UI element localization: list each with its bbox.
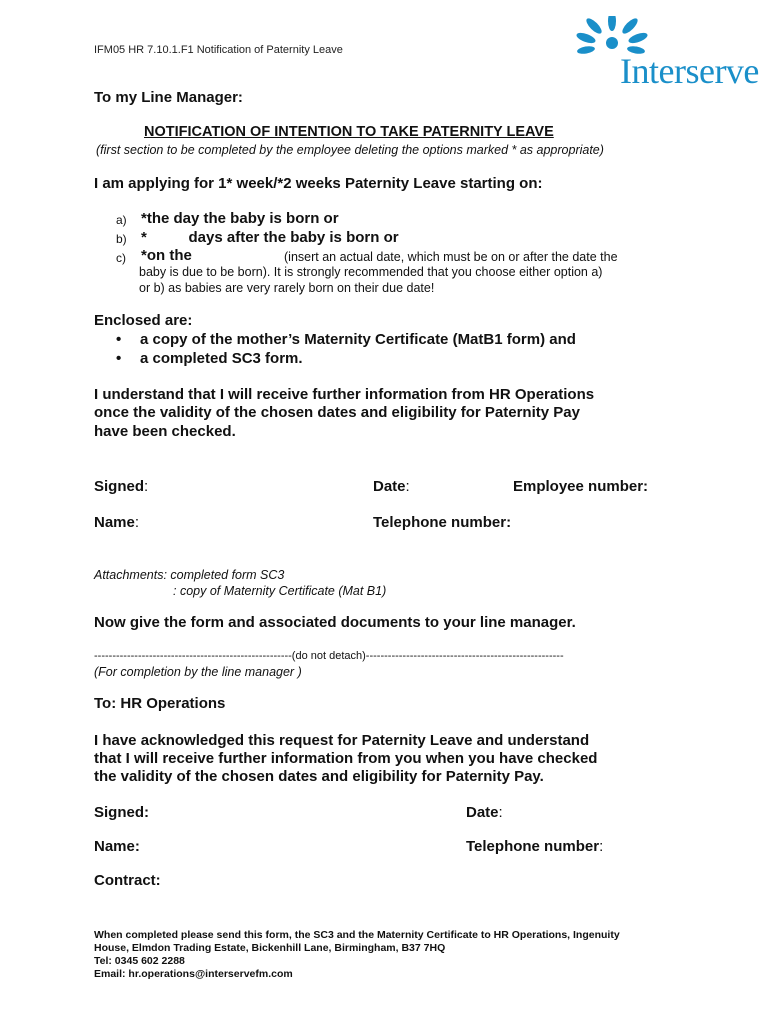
employee-signed-field[interactable] (94, 478, 148, 495)
employee-number-field[interactable]: Employee number: (513, 478, 649, 495)
interserve-logo (572, 16, 758, 92)
bullet-icon: • (116, 331, 122, 348)
employee-telephone-field[interactable]: Telephone number: (373, 514, 512, 531)
to-hr-heading: To: HR Operations (94, 695, 226, 712)
manager-telephone-field[interactable] (466, 838, 603, 855)
greeting: To my Line Manager: (94, 89, 243, 106)
manager-date-field[interactable] (466, 804, 503, 821)
option-c-note-line2: baby is due to be born). It is strongly recommended that you choose either option a) (139, 265, 603, 279)
form-subtitle: (first section to be completed by the employee deleting the options marked * as appropriate) (96, 143, 604, 157)
contract-field[interactable]: Contract: (94, 872, 161, 889)
manager-date-label: Date (466, 804, 499, 821)
manager-name-field[interactable]: Name: (94, 838, 140, 855)
understand-line-3: have been checked. (94, 423, 236, 440)
option-b-text[interactable]: * days after the baby is born or (141, 229, 399, 246)
footer-email[interactable]: Email: hr.operations@interservefm.com (94, 968, 293, 980)
understand-line-2: once the validity of the chosen dates and eligibility for Paternity Pay (94, 404, 580, 421)
employee-name-label: Name (94, 514, 135, 531)
acknowledge-line-3: the validity of the chosen dates and eligibility for Paternity Pay. (94, 768, 544, 785)
colon: : (599, 838, 604, 855)
enclosed-bullet-1 (116, 331, 576, 348)
instruction: Now give the form and associated documents to your line manager. (94, 614, 576, 631)
employee-date-label: Date (373, 478, 406, 495)
enclosed-item-2: a completed SC3 form. (140, 350, 303, 367)
acknowledge-line-1: I have acknowledged this request for Paternity Leave and understand (94, 732, 590, 749)
manager-note: (For completion by the line manager ) (94, 665, 302, 679)
attachments-line-1: Attachments: completed form SC3 (94, 568, 285, 582)
attachments-line-2: : copy of Maternity Certificate (Mat B1) (173, 584, 387, 598)
option-c-text[interactable]: *on the (141, 247, 192, 264)
option-a-text[interactable]: *the day the baby is born or (141, 210, 339, 227)
option-c-note-line3: or b) as babies are very rarely born on their due date! (139, 281, 435, 295)
manager-telephone-label: Telephone number (466, 838, 600, 855)
footer-line-1: When completed please send this form, the SC3 and the Maternity Certificate to HR Operations, Ingenuity (94, 929, 620, 941)
colon: : (405, 478, 410, 495)
employee-name-field[interactable] (94, 514, 139, 531)
applying-statement: I am applying for 1* week/*2 weeks Paternity Leave starting on: (94, 175, 543, 192)
enclosed-item-1: a copy of the mother’s Maternity Certificate (MatB1 form) and (140, 331, 576, 348)
enclosed-heading: Enclosed are: (94, 312, 193, 329)
option-a-letter: a) (116, 213, 127, 227)
acknowledge-line-2: that I will receive further information from you when you have checked (94, 750, 598, 767)
option-c-letter: c) (116, 251, 126, 265)
logo-wordmark: Interserve (620, 51, 759, 91)
colon: : (134, 514, 140, 531)
understand-line-1: I understand that I will receive further information from HR Operations (94, 386, 595, 403)
colon: : (498, 804, 503, 821)
form-title: NOTIFICATION OF INTENTION TO TAKE PATERNITY LEAVE (144, 124, 554, 140)
enclosed-bullet-2 (116, 350, 303, 367)
footer-telephone: Tel: 0345 602 2288 (94, 955, 185, 967)
manager-signed-field[interactable]: Signed: (94, 804, 149, 821)
employee-signed-label: Signed (94, 478, 145, 495)
detach-divider: ------------------------------------------------------(do not detach)------------------------------------------------------ (94, 650, 564, 662)
colon: : (144, 478, 149, 495)
employee-date-field[interactable] (373, 478, 410, 495)
option-c-note-line1: (insert an actual date, which must be on or after the date the (284, 250, 618, 264)
footer-line-2: House, Elmdon Trading Estate, Bickenhill Lane, Birmingham, B37 7HQ (94, 942, 446, 954)
document-code: IFM05 HR 7.10.1.F1 Notification of Paternity Leave (94, 44, 343, 56)
option-b-letter: b) (116, 232, 127, 246)
bullet-icon: • (116, 350, 122, 367)
